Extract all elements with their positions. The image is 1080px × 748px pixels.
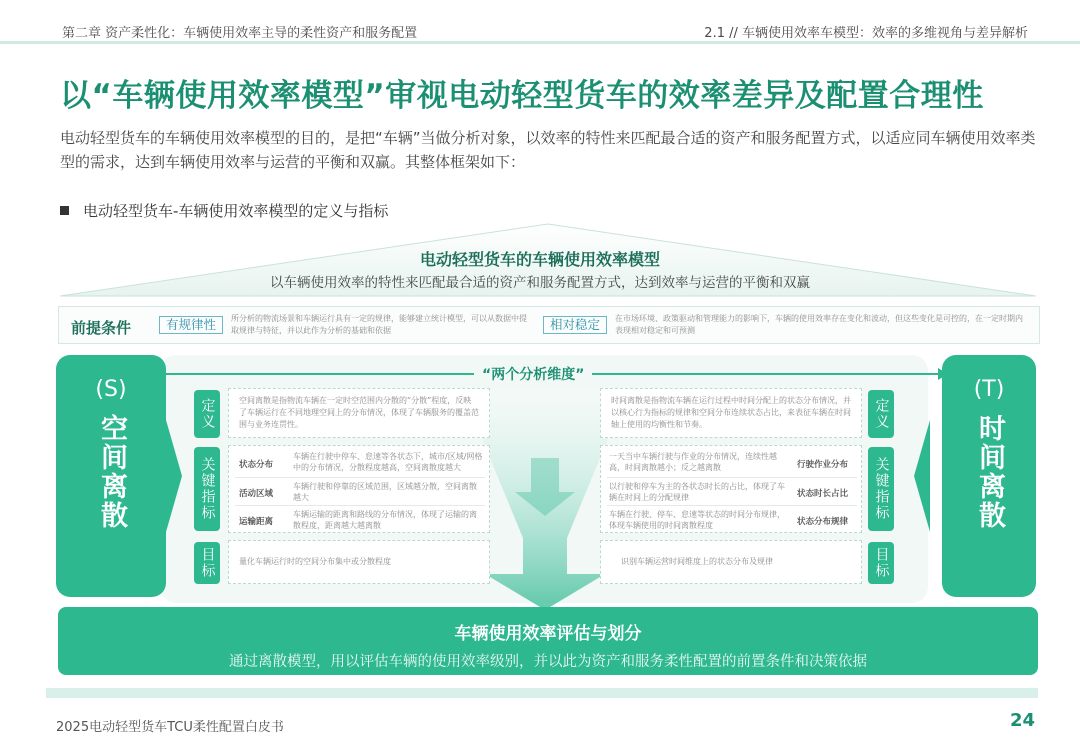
space-kpi-val-1: 车辆在行驶中停车、怠速等各状态下，城市/区域/网格中的分布情况，分散程度越高，空间离散度越大 — [293, 452, 483, 472]
space-kpi-tab: 关键指标 — [194, 447, 220, 531]
space-definition-text: 空间离散是指物流车辆在一定时空范围内分散的“分散”程度，反映了车辆运行在不同地理空间上的分布情况，体现了车辆服务的覆盖范围与业务连贯性。 — [239, 396, 479, 429]
time-discrete-panel — [942, 355, 1036, 597]
evaluation-banner — [58, 607, 1038, 675]
footer-title: 2025电动轻型货车TCU柔性配置白皮书 — [56, 720, 284, 735]
time-arrow-icon — [914, 420, 930, 532]
space-definition-tab: 定义 — [194, 390, 220, 438]
space-kpi-key-3: 运输距离 — [239, 517, 274, 527]
time-kpi-tab: 关键指标 — [868, 447, 894, 531]
space-kpi-key-2: 活动区域 — [239, 489, 274, 499]
row-divider — [607, 477, 857, 478]
time-kpi-val-1: 一天当中车辆行驶与作业的分布情况，连续性越高，时间离散越小；反之越离散 — [609, 452, 777, 472]
time-kpi-key-1: 行驶作业分布 — [797, 460, 849, 470]
space-discrete-panel — [56, 355, 166, 597]
space-kpi-key-1: 状态分布 — [239, 460, 274, 470]
section-bullet — [60, 200, 388, 221]
evaluation-title: 车辆使用效率评估与划分 — [454, 624, 642, 644]
time-tag: (T) — [973, 377, 1005, 402]
time-name: 时间离散 — [974, 414, 1005, 530]
space-kpi-val-3: 车辆运输的距离和路线的分布情况，体现了运输的离散程度，距离越大越离散 — [293, 510, 477, 530]
space-goal-box — [228, 540, 490, 584]
premise-text-regular: 所分析的物流场景和车辆运行具有一定的规律，能够建立统计模型，可以从数据中提取规律与特征，并以此作为分析的基础和依据 — [231, 314, 527, 335]
space-name: 空间离散 — [96, 414, 127, 530]
page-number: 24 — [1010, 710, 1036, 731]
time-kpi-val-2: 以行驶和停车为主的各状态时长的占比，体现了车辆在时间上的分配规律 — [609, 482, 785, 502]
section-heading: 2.1 // 车辆使用效率车模型：效率的多维视角与差异解析 — [704, 26, 1028, 41]
intro-paragraph: 电动轻型货车的车辆使用效率模型的目的，是把“车辆”当做分析对象，以效率的特性来匹配最合适的资产和服务配置方式，以适应同车辆使用效率类型的需求，达到车辆使用效率与运营的平衡和双赢。其整体框架如下： — [60, 129, 1036, 171]
space-goal-tab: 目标 — [194, 542, 220, 584]
dimension-label: “两个分析维度” — [474, 364, 592, 384]
time-kpi-key-2: 状态时长占比 — [797, 489, 849, 499]
time-goal-tab: 目标 — [868, 542, 894, 584]
time-definition-tab: 定义 — [868, 390, 894, 438]
space-goal-text: 量化车辆运行时的空间分布集中或分散程度 — [239, 557, 391, 566]
row-divider — [235, 505, 485, 506]
footer-bar — [46, 688, 1038, 698]
space-kpi-box — [228, 445, 490, 533]
time-kpi-box — [600, 445, 862, 533]
time-definition-text: 时间离散是指物流车辆在运行过程中时间分配上的状态分布情况，并以核心行为指标的规律和空间分布连续状态占比，来表征车辆在时间轴上使用的均衡性和节奏。 — [611, 396, 851, 429]
bullet-text: 电动轻型货车-车辆使用效率模型的定义与指标 — [83, 202, 389, 220]
space-definition-box — [228, 388, 490, 438]
evaluation-subtitle: 通过离散模型，用以评估车辆的使用效率级别，并以此为资产和服务柔性配置的前置条件和决策依据 — [229, 654, 867, 670]
premise-label: 前提条件 — [71, 319, 132, 337]
time-kpi-key-3: 状态分布规律 — [797, 517, 849, 527]
row-divider — [607, 505, 857, 506]
premise-panel — [58, 306, 1040, 344]
time-kpi-val-3: 车辆在行驶、停车、怠速等状态的时间分布规律，体现车辆使用的时间离散程度 — [609, 510, 785, 530]
model-title: 电动轻型货车的车辆使用效率模型 — [419, 250, 660, 269]
time-goal-box — [600, 540, 862, 584]
time-goal-text: 识别车辆运营时间维度上的状态分布及规律 — [621, 557, 773, 566]
premise-text-stable: 在市场环境、政策驱动和管理能力的影响下，车辆的使用效率存在变化和波动，但这些变化是可控的，在一定时期内表现相对稳定和可预测 — [615, 314, 1023, 335]
model-subtitle: 以车辆使用效率的特性来匹配最合适的资产和服务配置方式，达到效率与运营的平衡和双赢 — [270, 275, 810, 291]
row-divider — [235, 477, 485, 478]
time-definition-box — [600, 388, 862, 438]
chapter-heading: 第二章 资产柔性化：车辆使用效率主导的柔性资产和服务配置 — [62, 26, 418, 41]
space-tag: (S) — [95, 377, 127, 402]
page-title: 以“车辆使用效率模型”审视电动轻型货车的效率差异及配置合理性 — [60, 78, 984, 114]
space-arrow-icon — [166, 420, 182, 532]
premise-tag-stable: 相对稳定 — [543, 316, 607, 334]
premise-tag-regular: 有规律性 — [159, 316, 223, 334]
space-kpi-val-2: 车辆行驶和停靠的区域范围，区域越分散，空间离散越大 — [293, 482, 477, 502]
bullet-square-icon — [60, 206, 69, 215]
